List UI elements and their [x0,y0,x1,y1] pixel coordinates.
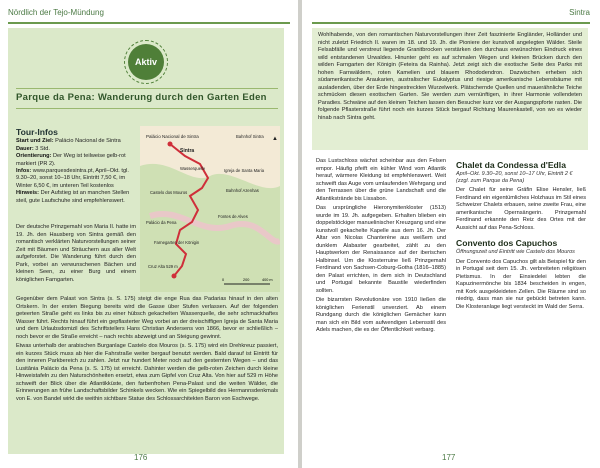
section-info-chalet: April–Okt. 9.30–20, sonst 10–17 Uhr, Eintritt 2 € (zzgl. zum Parque da Pena) [456,171,573,185]
map-label: Bahnhof Sintra [236,134,264,139]
section-info-convento: Öffnungszeit und Eintritt wie Castelo dos Mouros [456,249,575,256]
map-scale-label: 200 [243,278,250,282]
map-label: Castelo dos Mouros [150,190,188,195]
section-text-chalet: Der Chalet für seine Gräfin Elise Hensler, ließ Ferdinand ein eigentümliches Holzhaus im Stil eines Schweizer Chalets erbauen, seine zweite Frau, eine amerikanische Opernsängerin. Prinzgemahl Ferdinand erkannte den Reiz des Ortes mit der Aussicht auf das Pena-Schloss. [456,187,586,231]
tour-infos-heading: Tour-Infos [16,127,58,137]
section-text-convento: Der Convento dos Capuchos gilt als Beispiel für den in Portugal seit dem 15. Jh. verbreiteten religiösen Pietismus. In der Einsiedelei lebten die Kapuzinermönche bis 1834 bescheiden in engen, mit Kork ausgekleideten Zellen. Die Räume sind so niedrig, dass man sie nur gebückt betreten kann. Die Klosteranlage liegt versteckt im Wald der Serra. [456,258,586,310]
map-label: Cruz Alta 529 m [148,264,178,269]
section-title-chalet: Chalet da Condessa d'Edla [456,160,566,170]
north-arrow-icon: ▲ [272,136,278,142]
running-head-left: Nördlich der Tejo-Mündung [8,8,104,17]
summit-point-icon [172,274,177,279]
tour-infos [16,129,134,205]
map-label: Bahnhof Azenhas [226,188,259,193]
map-label: Igreja de Santa Maria [224,168,265,173]
running-head-right: Sintra [569,8,590,17]
column-left [316,158,446,337]
tour-info-line: Orientierung: Der Weg ist teilweise gelb-rot markiert (PR 2). [16,153,126,167]
activity-box-continued [312,28,588,150]
map-label: Fontes de Alves [218,214,248,219]
right-page [302,0,600,468]
section-title-convento: Convento dos Capuchos [456,238,558,249]
activity-title: Parque da Pena: Wanderung durch den Garten Eden [16,92,267,103]
tour-info-line: Start und Ziel: Palácio Nacional de Sintra [16,138,121,145]
body-intro: Der deutsche Prinzgemahl von Maria II. hatte im 19. Jh. den Hausberg von Sintra gemäß den romantisch verklärten Naturvorstellungen seiner Zeit mit Bäumen und Sträuchern aus aller Welt aufgeforstet. Die Wanderung führt durch den Park, vorbei an verwunschenen Bächen und kleinen Seen, zu einer Burg und einem königlichen Farngarten. [16,224,136,283]
title-rule-bottom [16,108,278,109]
map-label: Wasserquelle [180,166,206,171]
column-right [456,158,586,313]
page-number-left: 176 [134,453,148,462]
tour-info-line: Infos: www.parquesdesintra.pt, April–Okt. tgl. 9.30–20, sonst 10–18 Uhr, Eintritt 7,50 €, im Winter 6,50 €, im unteren Teil kostenlos [16,168,129,189]
left-page [0,0,298,468]
activity-box-text: Wohlhabende, von den romantischen Naturvorstellungen ihrer Zeit faszinierte Engländer, Holländer und nicht zuletzt Friedrich II. waren im 18. und 19. Jh. die Pioniere der kunstvoll angelegten Wälder. Steile Felsabfälle und verstreut liegende Granitbrocken verstärken den durchaus erwünschten Eindruck eines wild entstandenen Urwaldes. Hinunter geht es auf schmalen Wegen und kleinen Brücken durch den wilden Farngarten der Königin (Feteira da Rainha). Jetzt zeigt sich die exotische Seite des Parks mit hohen Farnwäldern, roten Kamelien und blauem Rhododendron. Dazwischen erheben sich südamerikanische Araukarien, australischer Eukalyptus und riesige amerikanische Lebensbäume mit ausladenden, über der Erde hingestreckten Wurzelwerk. Plätschernde Quellen und mauerähnliche Teiche schmücken diesen exotischen Garten. Sie werden zum vernünftigen, in ihrer Harmonie vollendeten Paradies. Schwäne auf den kleinen Teichen lassen den Besucher kurz vor der Ausgangspforte rasten. Die folgende Pflasterstraße führt noch ein kurzes Stück bergauf Richtung Maurenkastell, von wo es wieder hinab nach Sintra geht. [318,32,582,121]
body-text: Gegenüber dem Palast von Sintra (s. S. 175) steigt die enge Rua das Padarias hinauf in den alten Ortskern. In der ersten Biegung bereits wird die Gasse über Stufen verlassen. Auf der folgenden geteerten Straße geht es links bis zu einer hübsch gekachelten Wasserquelle, die sehr schmackhaftes Wasser führt. Rechts hinauf führt ein gepflasterter Weg vorbei an der dreischiffigen Igreja de Santa Maria und dem Urlaubsdomizil des Schriftstellers Hans Christian Andersens von 1866, bevor er schließlich – noch bevor er die Straße erreicht – nach rechts abzweigt und an Steigung gewinnt. Etwas unterhalb der arabischen Burganlage Castelo dos Mouros (s. S. 175) wird ein Drehkreuz passiert, ein kurzes Stück muss ab hier die Fahrstraße weiter bergauf benutzt werden. Bald darauf ist Eintritt für den inneren Parkbereich zu zahlen. Jetzt nur hundert Meter noch auf den gesternten Wegen – und das Lusitânia Palácio da Pena (s. S. 175) ist erreicht. Dahinter werden die gelb-roten Zeichen durch kleine Hinweistafeln zu den Naturschönheiten ersetzt, etwa zum Gipfel von Cruz Alta. Von hier auf 529 m Höhe schweift der Blick über die Atlantikküste, den farbenfrohen Pena-Palast und die weiten Wälder, die Erinnerungen an frühe Landschaftsbilder Schinkels wecken. Wie ein Spiegelbild des Hermannsdenkmals von E. von Bandel wirkt die weithin sichtbare Statue des Schlossarchitekten Baron von Eschwege. [16,296,278,402]
map-label: Sintra [180,148,195,154]
map-scale-label: 400 m [262,278,273,282]
route-map [140,126,280,292]
column-left-text: Das Lustschloss wächst scheinbar aus den Felsen empor. Häufig pfeift ein kühler Wind vom Atlantik herauf, wärmere Kleidung ist empfehlenswert. Weit schweift das Auge vom umlaufenden Wehrgang und den Terrassen über die grüne Landschaft und die Atlantikstrände bis Lissabon. Das ursprüngliche Hieronymitenkloster (1513) wurde im 19. Jh. aufgegeben. Erhalten blieben ein doppelstöckiger manuelinischer Kreuzgang und eine kunstvoll gekachelte Kapelle aus dem 16. Jh. Der Altar von Nicolas Chanterène aus weißem und dunklem Alabaster gearbeitet, zählt zu den Hauptwerken der Renaissance auf der iberischen Halbinsel. Um die Klosterruine ließ Prinzgemahl Ferdinand von Sachsen-Coburg-Gotha (1816–1885) den Palast errichten, in dem sich in Deutschland und Portugal bekannte Baustile wiederfinden sollten. Die bizarrsten Revolutionäre von 1910 ließen die königlichen Ferienstil unverziert. Ab einem Rundgang durch die königlichen Gemächer kann man sich ein Bild vom aufwendigen Lebensstil des Adels machen, die es der Öffentlichkeit verbarg. [316,158,446,333]
header-rule [312,22,590,24]
start-point-icon [168,142,173,147]
map-scale-label: 0 [222,278,225,282]
header-rule [8,22,290,24]
map-label: Farnegarten der Königin [154,240,200,245]
map-label: Palácio Nacional de Sintra [146,134,199,139]
page-number-right: 177 [442,453,456,462]
tour-info-line: Dauer: 3 Std. [16,145,50,152]
tour-info-line: Hinweis: Der Aufstieg ist an manchen Stellen steil, gute Laufschuhe sind empfehlenswert. [16,190,130,204]
aktiv-badge: Aktiv [128,44,164,80]
title-rule-top [16,88,278,89]
map-label: Palácio da Pena [146,220,177,225]
